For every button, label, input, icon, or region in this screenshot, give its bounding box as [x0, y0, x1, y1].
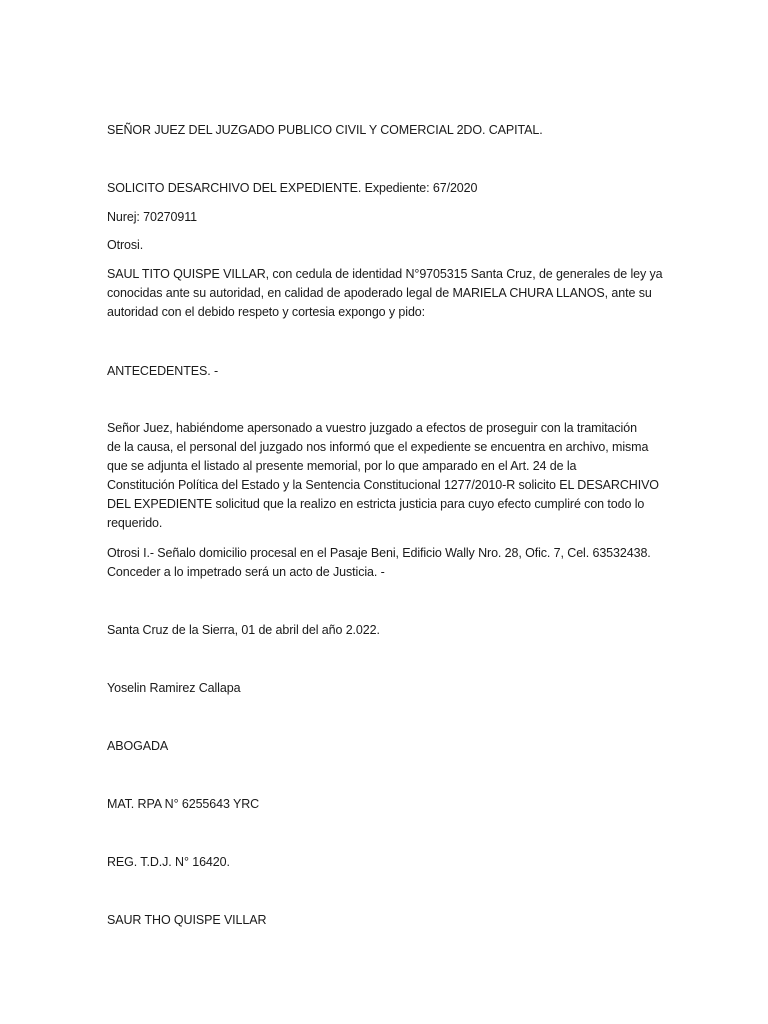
body-line: Señor Juez, habiéndome apersonado a vuestro juzgado a efectos de proseguir con la tramitación [107, 421, 637, 435]
body-line: DEL EXPEDIENTE solicitud que la realizo en estricta justicia para cuyo efecto cumpliré con todo lo [107, 497, 645, 511]
body-line: requerido. [107, 516, 163, 530]
place-date: Santa Cruz de la Sierra, 01 de abril del año 2.022. [107, 623, 380, 637]
lawyer-title: ABOGADA [107, 739, 169, 753]
reg-tdj: REG. T.D.J. N° 16420. [107, 855, 230, 869]
body-line: que se adjunta el listado al presente memorial, por lo que amparado en el Art. 24 de la [107, 459, 577, 473]
otrosi-line: Conceder a lo impetrado será un acto de Justicia. - [107, 565, 385, 579]
otrosi-line: Otrosi I.- Señalo domicilio procesal en el Pasaje Beni, Edificio Wally Nro. 28, Ofic. 7, Cel. 63532438. [107, 546, 651, 560]
nurej-line: Nurej: 70270911 [107, 210, 198, 224]
intro-paragraph [107, 265, 667, 322]
intro-line: autoridad con el debido respeto y cortesia expongo y pido: [107, 305, 426, 319]
body-line: de la causa, el personal del juzgado nos informó que el expediente se encuentra en archivo, misma [107, 440, 649, 454]
otrosi-paragraph [107, 544, 667, 582]
antecedentes-heading: ANTECEDENTES. - [107, 364, 219, 378]
intro-line: SAUL TITO QUISPE VILLAR, con cedula de identidad N°9705315 Santa Cruz, de generales de ley ya [107, 267, 663, 281]
subject-line: SOLICITO DESARCHIVO DEL EXPEDIENTE. Expediente: 67/2020 [107, 181, 478, 195]
signer-name: SAUR THO QUISPE VILLAR [107, 913, 267, 927]
lawyer-name: Yoselin Ramirez Callapa [107, 681, 241, 695]
mat-rpa: MAT. RPA N° 6255643 YRC [107, 797, 260, 811]
otrosi-header: Otrosi. [107, 238, 144, 252]
body-paragraph [107, 419, 667, 533]
body-line: Constitución Política del Estado y la Sentencia Constitucional 1277/2010-R solicito EL DESARCHIVO [107, 478, 659, 492]
addressee: SEÑOR JUEZ DEL JUZGADO PUBLICO CIVIL Y COMERCIAL 2DO. CAPITAL. [107, 123, 543, 137]
intro-line: conocidas ante su autoridad, en calidad de apoderado legal de MARIELA CHURA LLANOS, ante su [107, 286, 652, 300]
